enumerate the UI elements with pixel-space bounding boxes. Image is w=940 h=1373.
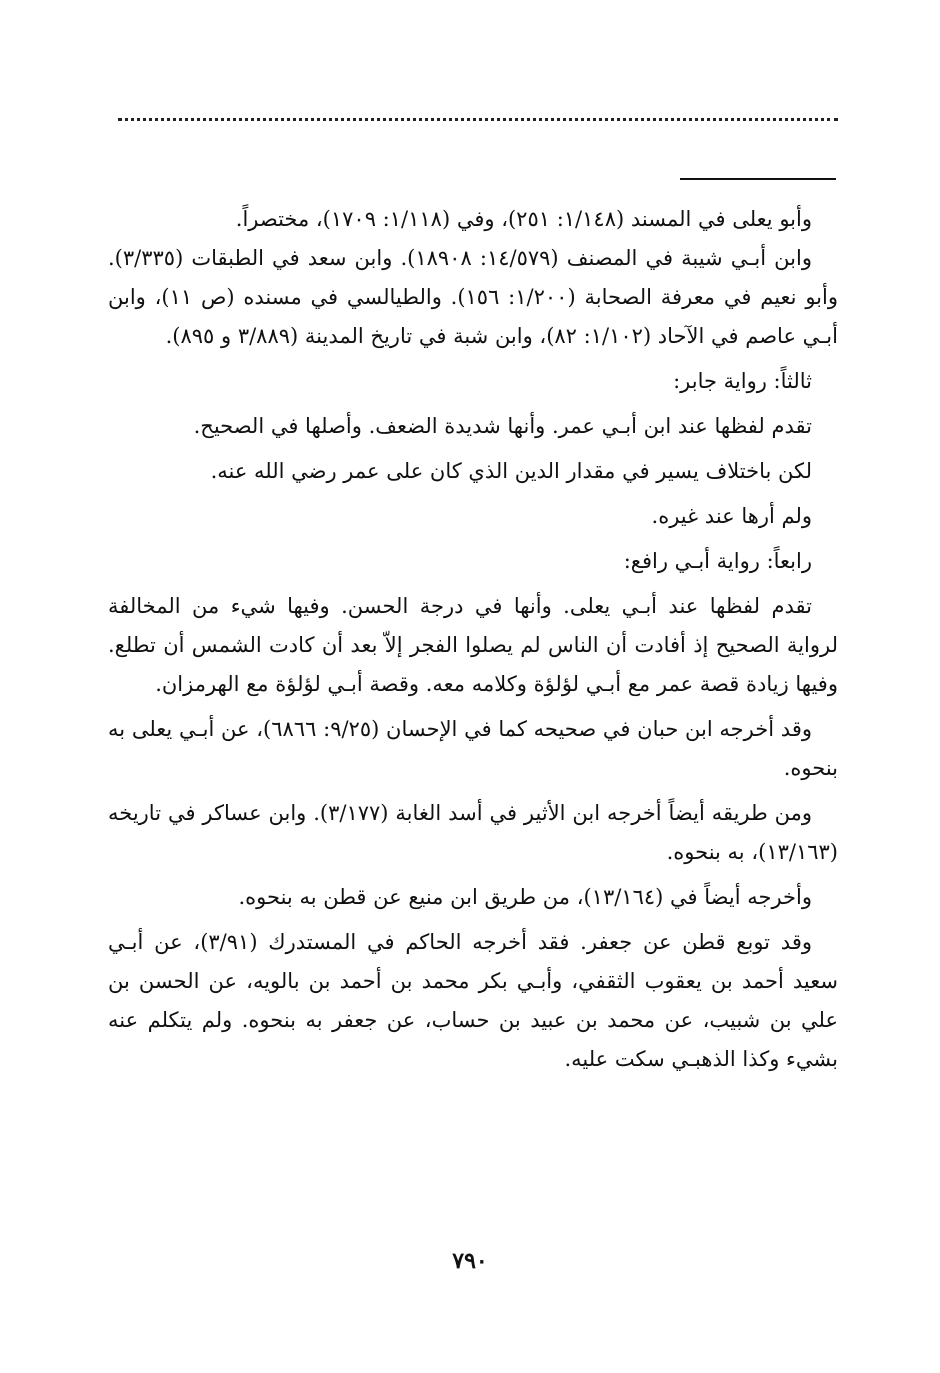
paragraph-al-hakim: وقد توبع قطن عن جعفر. فقد أخرجه الحاكم في المستدرك (٣/٩١)، عن أبـي سعيد أحمد بن يعقوب الثقفي، وأبـي بكر محمد بن أحمد بن بالويه، عن الحسن بن علي بن شبيب، عن محمد بن عبيد بن حساب، عن جعفر به بنحوه. ولم يتكلم عنه بشيء وكذا الذهبـي سكت عليه.: [108, 930, 838, 1071]
paragraph-jabir-other: ولم أرها عند غيره.: [651, 504, 812, 528]
footnote-rule: [680, 178, 836, 180]
heading-abu-rafi-narration: رابعاً: رواية أبـي رافع:: [623, 549, 812, 573]
dotted-separator: [118, 118, 838, 121]
page-number: ٧٩٠: [452, 1248, 488, 1274]
paragraph-abu-yala: وأبو يعلى في المسند (١/١٤٨: ٢٥١)، وفي (١/١١٨: ١٧٠٩)، مختصراً.: [235, 207, 812, 231]
paragraph-jabir-wording: تقدم لفظها عند ابن أبـي عمر. وأنها شديدة الضعف. وأصلها في الصحيح.: [193, 414, 812, 438]
paragraph-ibn-mani: وأخرجه أيضاً في (١٣/١٦٤)، من طريق ابن منيع عن قطن به بنحوه.: [238, 885, 812, 909]
paragraph-ibn-al-athir: ومن طريقه أيضاً أخرجه ابن الأثير في أسد الغابة (٣/١٧٧). وابن عساكر في تاريخه (١٣/١٦٣)، به بنحوه.: [108, 801, 838, 864]
page-body: [108, 200, 838, 1085]
paragraph-jabir-difference: لكن باختلاف يسير في مقدار الدين الذي كان على عمر رضي الله عنه.: [210, 459, 812, 483]
paragraph-ibn-hibban: وقد أخرجه ابن حبان في صحيحه كما في الإحسان (٩/٢٥: ٦٨٦٦)، عن أبـي يعلى به بنحوه.: [108, 717, 838, 780]
paragraph-ibn-abi-shaybah: وابن أبـي شيبة في المصنف (١٤/٥٧٩: ١٨٩٠٨). وابن سعد في الطبقات (٣/٣٣٥). وأبو نعيم في معرفة الصحابة (١/٢٠٠: ١٥٦). والطيالسي في مسنده (ص ١١)، وابن أبـي عاصم في الآحاد (١/١٠٢: ٨٢)، وابن شبة في تاريخ المدينة (٣/٨٨٩ و ٨٩٥).: [108, 246, 838, 348]
paragraph-abu-rafi-wording: تقدم لفظها عند أبـي يعلى. وأنها في درجة الحسن. وفيها شيء من المخالفة لرواية الصحيح إذ أفادت أن الناس لم يصلوا الفجر إلاّ بعد أن كادت الشمس أن تطلع. وفيها زيادة قصة عمر مع أبـي لؤلؤة وكلامه معه. وقصة أبـي لؤلؤة مع الهرمزان.: [108, 594, 838, 696]
heading-jabir-narration: ثالثاً: رواية جابر:: [673, 369, 812, 393]
